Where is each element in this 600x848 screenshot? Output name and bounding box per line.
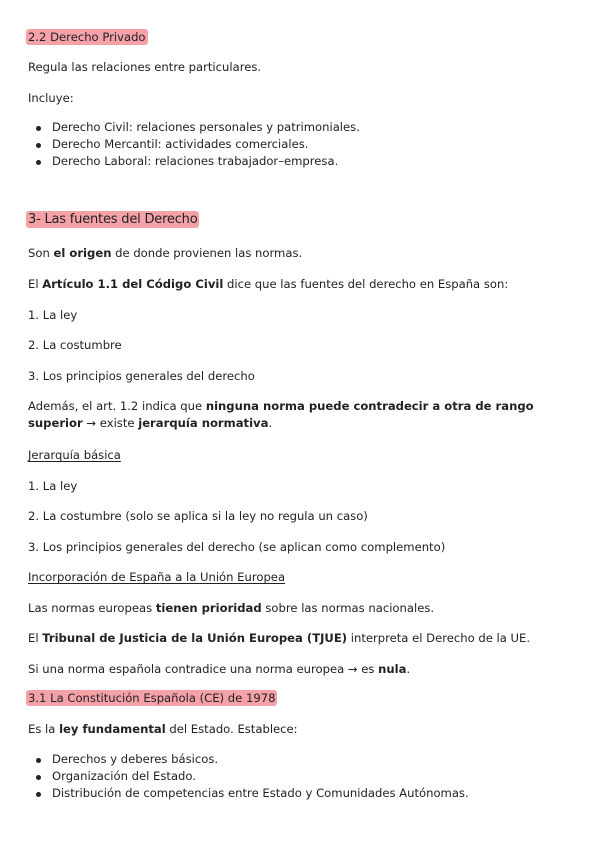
list-item: Derecho Mercantil: actividades comerciales.: [28, 136, 360, 153]
list-item: Derecho Civil: relaciones personales y patrimoniales.: [28, 119, 360, 136]
source-item: 3. Los principios generales del derecho: [28, 369, 255, 383]
bold-text: Artículo 1.1 del Código Civil: [42, 277, 224, 291]
list-item: Distribución de competencias entre Estado y Comunidades Autónomas.: [28, 785, 469, 802]
list-item: Derechos y deberes básicos.: [28, 751, 469, 768]
paragraph-origen: Son el origen de donde provienen las normas.: [28, 246, 303, 260]
bold-text: el origen: [53, 246, 112, 260]
section-heading: 2.2 Derecho Privado: [28, 30, 146, 44]
paragraph-articulo: El Artículo 1.1 del Código Civil dice que las fuentes del derecho en España son:: [28, 277, 509, 291]
bold-text: jerarquía normativa: [138, 416, 269, 430]
list-item: Organización del Estado.: [28, 768, 469, 785]
bullet-list-derecho-privado: [28, 119, 360, 170]
bold-text: ninguna norma puede contradecir a otra de rango superior: [28, 399, 534, 430]
bold-text: ley fundamental: [59, 722, 166, 736]
bold-text: tienen prioridad: [155, 601, 262, 615]
paragraph-nula: Si una norma española contradice una norma europea → es nula.: [28, 662, 411, 676]
hierarchy-item: 3. Los principios generales del derecho (se aplican como complemento): [28, 540, 446, 554]
section-heading: 3.1 La Constitución Española (CE) de 1978: [28, 691, 276, 705]
hierarchy-item: 1. La ley: [28, 479, 78, 493]
paragraph-prioridad: Las normas europeas tienen prioridad sobre las normas nacionales.: [28, 601, 435, 615]
subtitle-jerarquia: Jerarquía básica: [28, 448, 121, 462]
paragraph-tjue: El Tribunal de Justicia de la Unión Europea (TJUE) interpreta el Derecho de la UE.: [28, 631, 531, 645]
paragraph-jerarquia: Además, el art. 1.2 indica que ninguna norma puede contradecir a otra de rango superior → existe jerarquía normativa.: [28, 399, 534, 430]
heading-3: [28, 212, 199, 228]
hierarchy-item: 2. La costumbre (solo se aplica si la ley no regula un caso): [28, 509, 368, 523]
bold-text: nula: [378, 662, 407, 676]
source-item: 1. La ley: [28, 308, 78, 322]
paragraph-intro: Regula las relaciones entre particulares.: [28, 60, 262, 74]
bullet-list-constitucion: [28, 751, 469, 802]
subtitle-ue: Incorporación de España a la Unión Europea: [28, 570, 286, 584]
bold-text: Tribunal de Justicia de la Unión Europea (TJUE): [42, 631, 348, 645]
heading-3-1: [28, 690, 277, 706]
heading-2-2: [28, 29, 148, 45]
paragraph-ley-fundamental: Es la ley fundamental del Estado. Establece:: [28, 722, 298, 736]
paragraph-includes: Incluye:: [28, 91, 74, 105]
section-heading: 3- Las fuentes del Derecho: [28, 212, 198, 227]
list-item: Derecho Laboral: relaciones trabajador–empresa.: [28, 153, 360, 170]
source-item: 2. La costumbre: [28, 338, 122, 352]
